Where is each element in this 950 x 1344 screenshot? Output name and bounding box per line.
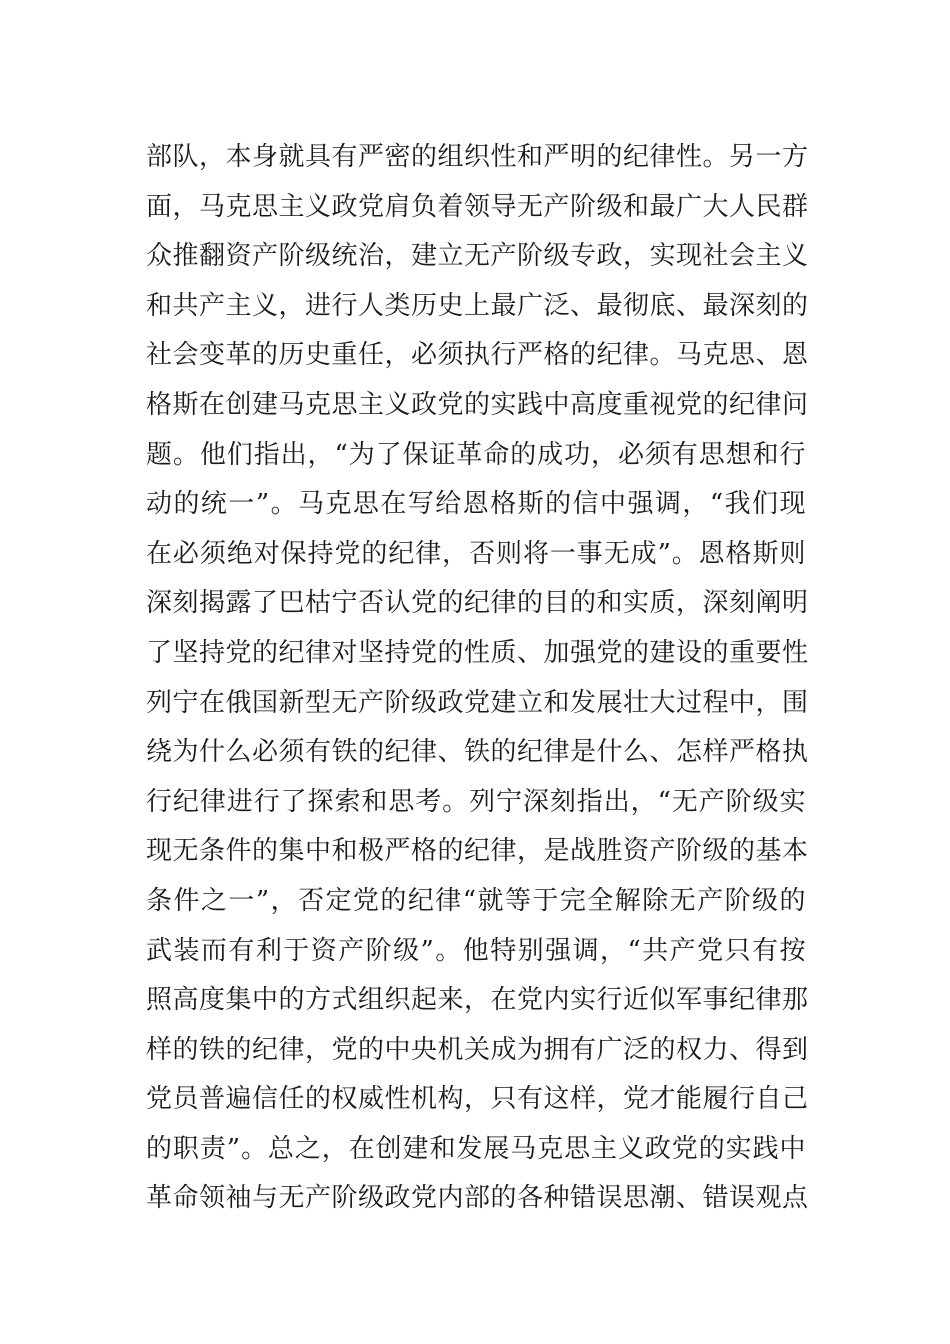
- text-line: 的职责”。总之，在创建和发展马克思主义政党的实践中: [146, 1133, 806, 1164]
- text-line: 样的铁的纪律，党的中央机关成为拥有广泛的权力、得到: [146, 1034, 809, 1065]
- text-line: 和共产主义，进行人类历史上最广泛、最彻底、最深刻的: [146, 290, 809, 321]
- text-line: 社会变革的历史重任，必须执行严格的纪律。马克思、恩: [146, 340, 809, 371]
- text-line: 题。他们指出，“为了保证革命的成功，必须有思想和行: [146, 439, 806, 470]
- text-line: 照高度集中的方式组织起来，在党内实行近似军事纪律那: [146, 985, 809, 1016]
- text-line: 深刻揭露了巴枯宁否认党的纪律的目的和实质，深刻阐明: [146, 588, 809, 619]
- text-line: 面，马克思主义政党肩负着领导无产阶级和最广大人民群: [146, 191, 809, 222]
- text-line: 武装而有利于资产阶级”。他特别强调，“共产党只有按: [146, 935, 806, 966]
- text-line: 党员普遍信任的权威性机构，只有这样，党才能履行自己: [146, 1084, 809, 1115]
- text-line: 革命领袖与无产阶级政党内部的各种错误思潮、错误观点: [146, 1183, 809, 1214]
- text-line: 绕为什么必须有铁的纪律、铁的纪律是什么、怎样严格执: [146, 737, 809, 768]
- text-line: 行纪律进行了探索和思考。列宁深刻指出，“无产阶级实: [146, 786, 806, 817]
- text-line: 格斯在创建马克思主义政党的实践中高度重视党的纪律问: [146, 389, 809, 420]
- text-line: 在必须绝对保持党的纪律，否则将一事无成”。恩格斯则: [146, 538, 806, 569]
- text-line: 现无条件的集中和极严格的纪律，是战胜资产阶级的基本: [146, 836, 809, 867]
- text-line: 了坚持党的纪律对坚持党的性质、加强党的建设的重要性: [146, 637, 809, 668]
- text-line: 众推翻资产阶级统治，建立无产阶级专政，实现社会主义: [146, 241, 809, 272]
- text-line: 部队，本身就具有严密的组织性和严明的纪律性。另一方: [146, 142, 809, 172]
- text-line: 列宁在俄国新型无产阶级政党建立和发展壮大过程中，围: [146, 687, 809, 718]
- text-line: 动的统一”。马克思在写给恩格斯的信中强调，“我们现: [146, 489, 806, 520]
- body-text: [146, 133, 809, 1224]
- text-line: 条件之一”，否定党的纪律“就等于完全解除无产阶级的: [146, 885, 806, 916]
